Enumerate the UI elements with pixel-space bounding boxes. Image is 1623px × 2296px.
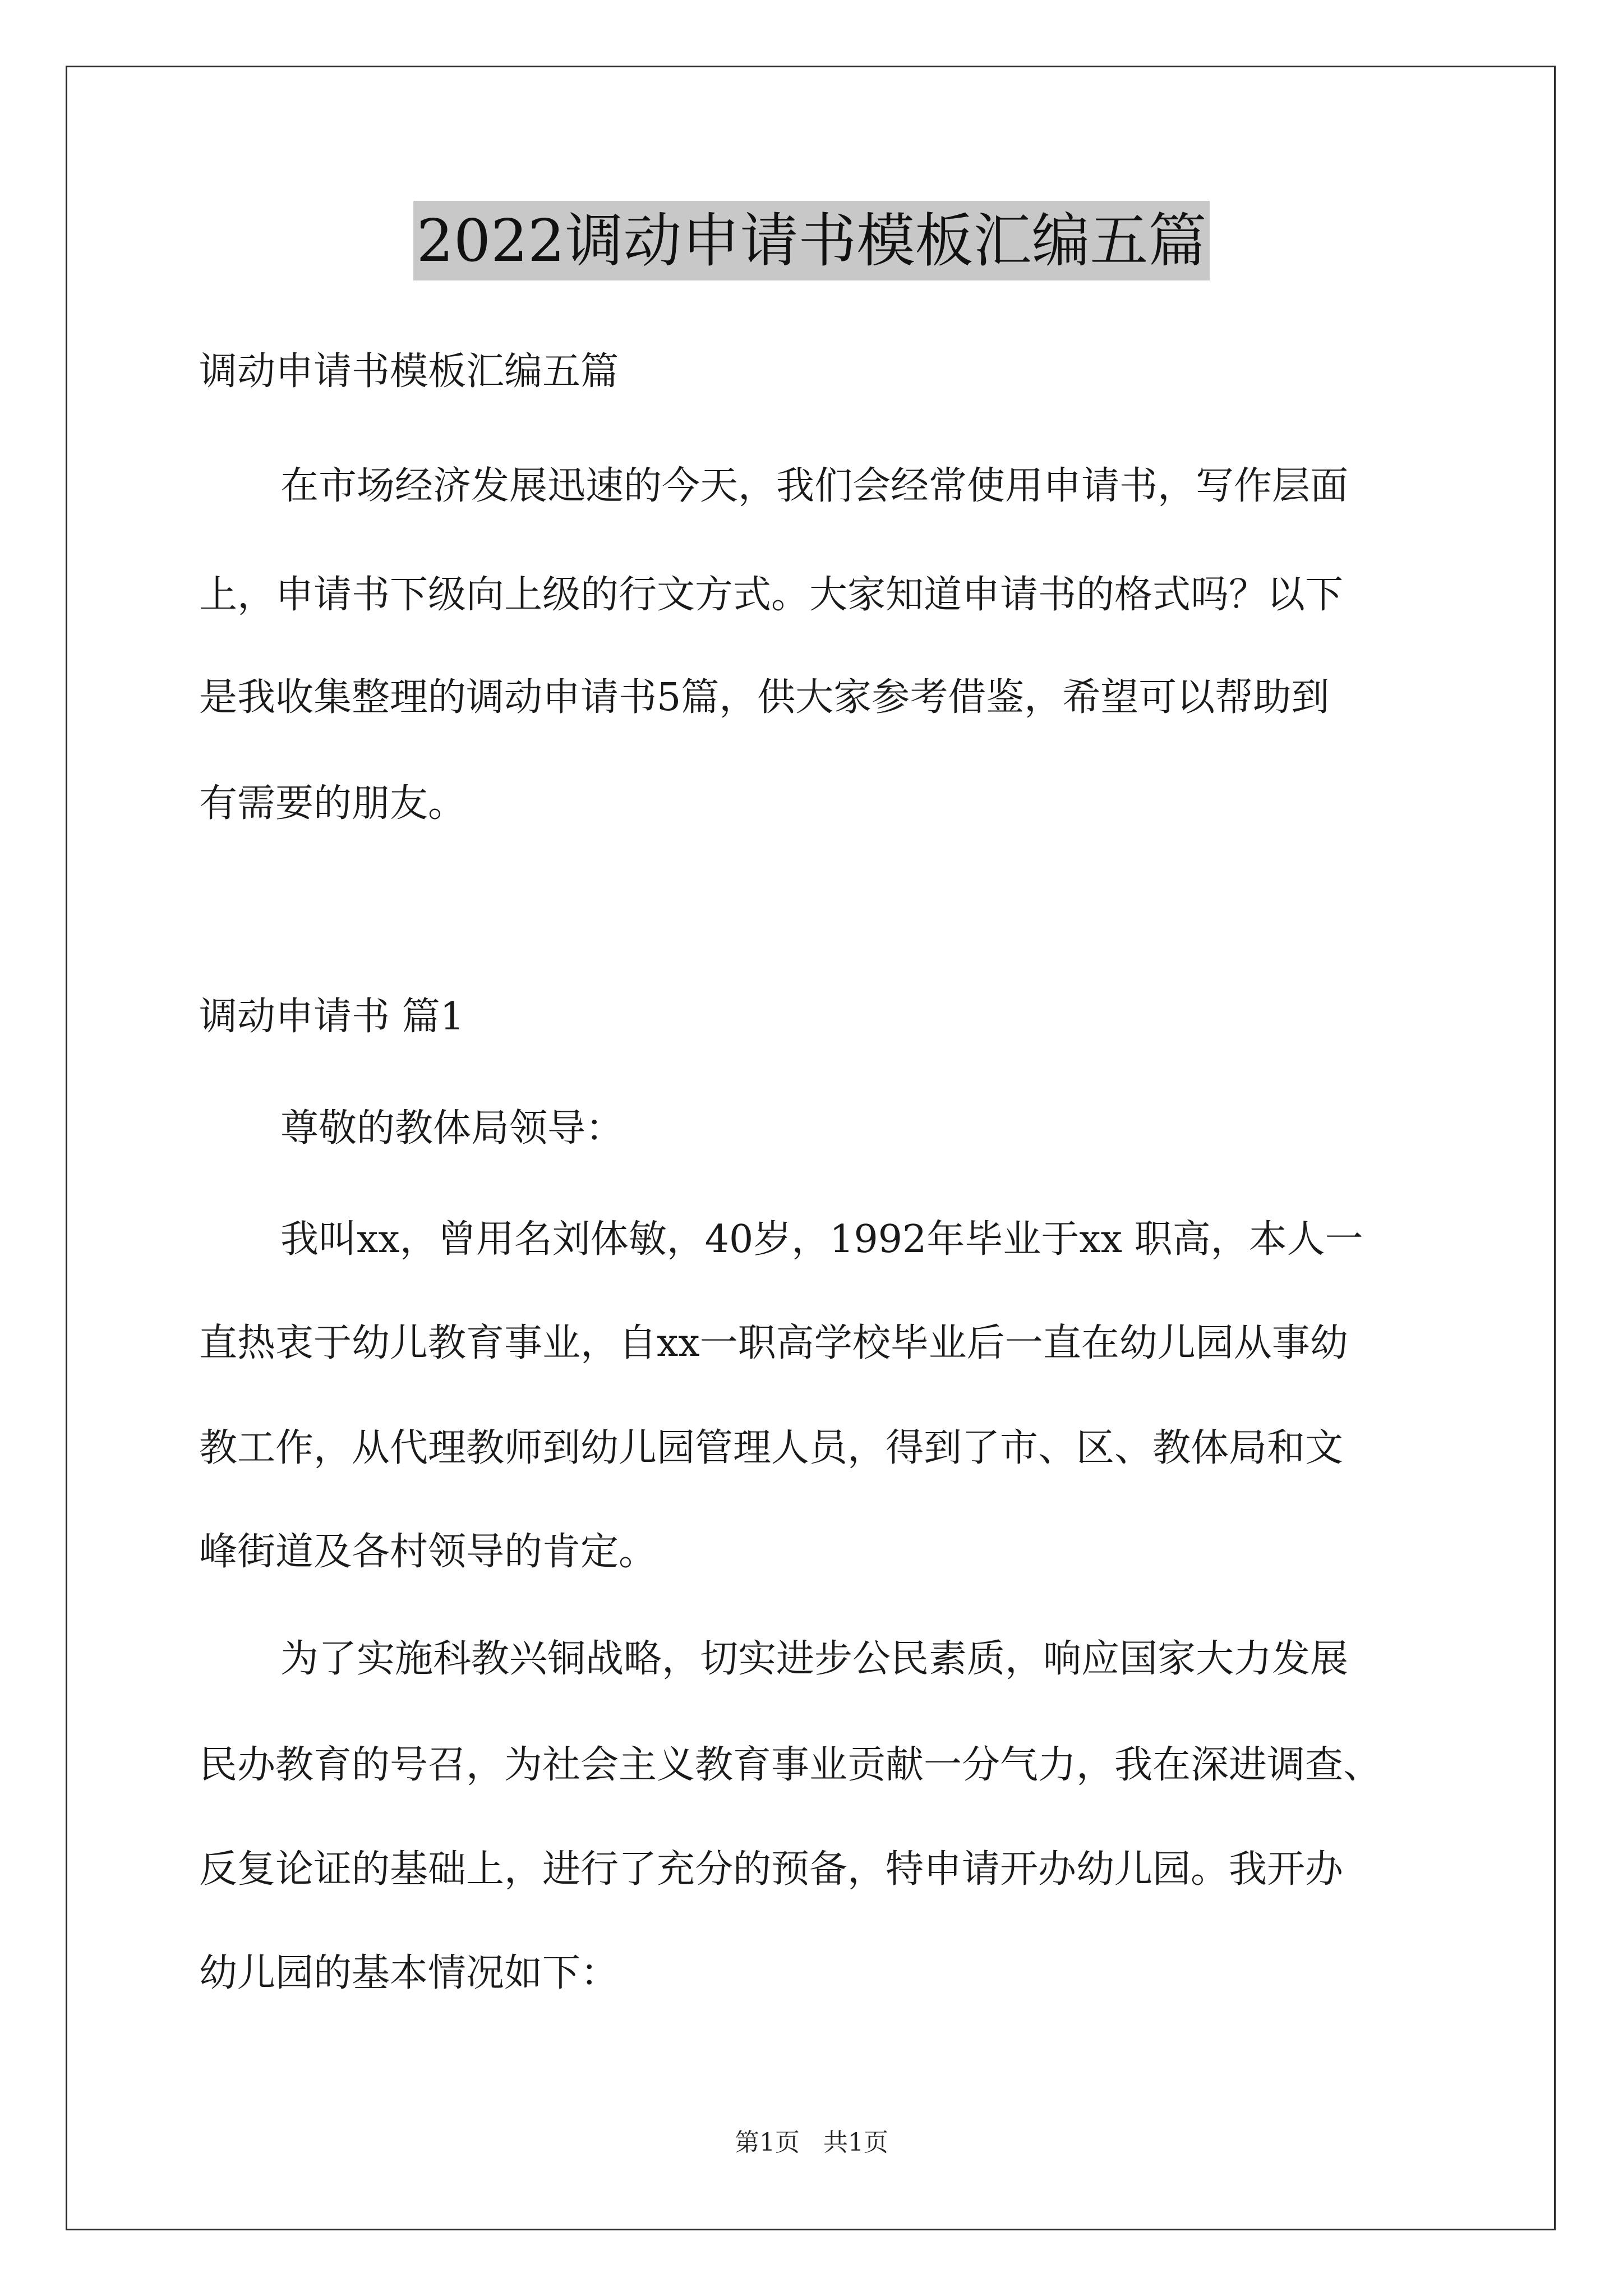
- page-total: 共1页: [823, 2128, 888, 2157]
- paragraph-line: 教工作，从代理教师到幼儿园管理人员，得到了市、区、教体局和文: [199, 1426, 1344, 1470]
- paragraph-line: 在市场经济发展迅速的今天，我们会经常使用申请书，写作层面: [280, 464, 1349, 508]
- document-title: 2022调动申请书模板汇编五篇: [413, 201, 1210, 280]
- paragraph-line: 有需要的朋友。: [199, 781, 467, 826]
- paragraph-line: 我叫xx，曾用名刘体敏，40岁，1992年毕业于xx 职高，本人一: [280, 1217, 1363, 1262]
- paragraph-line: 反复论证的基础上，进行了充分的预备，特申请开办幼儿园。我开办: [199, 1847, 1344, 1892]
- subtitle-line: 调动申请书模板汇编五篇: [199, 349, 619, 394]
- paragraph-line: 为了实施科教兴铜战略，切实进步公民素质，响应国家大力发展: [280, 1637, 1349, 1681]
- paragraph-line: 直热衷于幼儿教育事业，自xx一职高学校毕业后一直在幼儿园从事幼: [199, 1321, 1348, 1365]
- paragraph-line: 上，申请书下级向上级的行文方式。大家知道申请书的格式吗？以下: [199, 573, 1344, 617]
- section-heading: 调动申请书 篇1: [199, 995, 464, 1039]
- salutation-line: 尊敬的教体局领导：: [280, 1106, 624, 1151]
- page-number: 第1页: [735, 2128, 800, 2157]
- paragraph-line: 峰街道及各村领导的肯定。: [199, 1530, 657, 1574]
- paragraph-line: 幼儿园的基本情况如下：: [199, 1951, 619, 1995]
- page-footer: [0, 2126, 1623, 2160]
- paragraph-line: 民办教育的号召，为社会主义教育事业贡献一分气力，我在深进调查、: [199, 1743, 1382, 1787]
- paragraph-line: 是我收集整理的调动申请书5篇，供大家参考借鉴，希望可以帮助到: [199, 675, 1330, 720]
- title-container: [0, 201, 1623, 280]
